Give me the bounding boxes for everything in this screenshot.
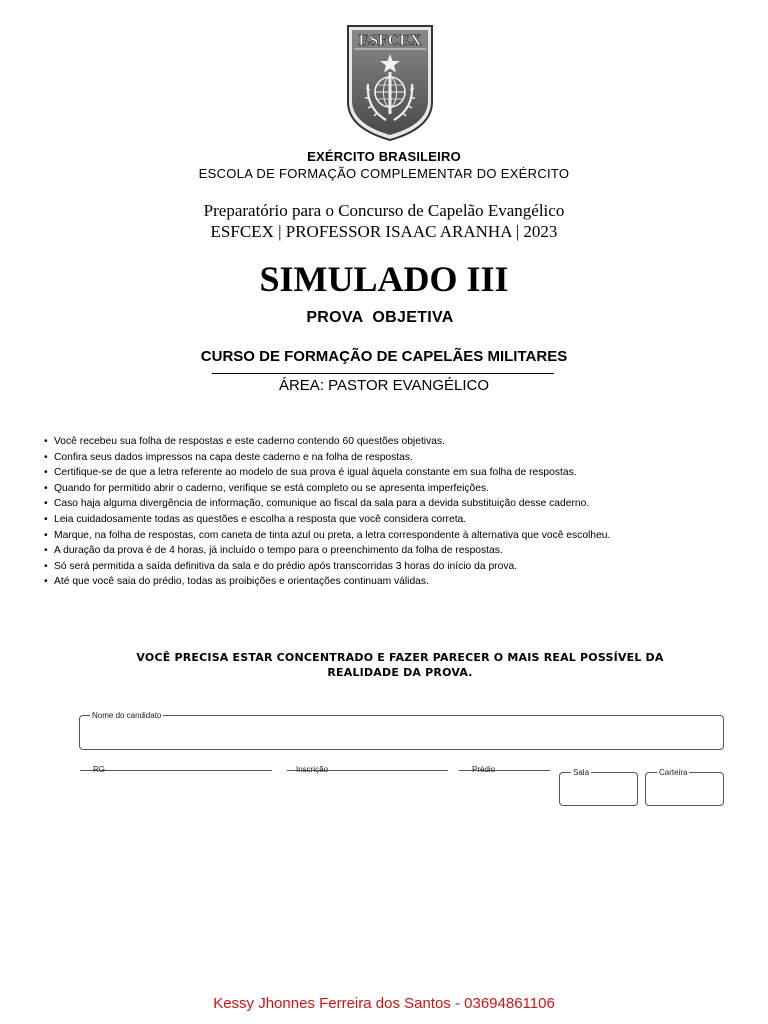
instruction-item: • Quando for permitido abrir o caderno, verifique se está completo ou se apresenta imperfeições. [44,481,744,497]
rg-label: RG [93,765,105,774]
concentration-notice [130,650,670,680]
rg-field[interactable] [80,770,272,771]
divider [212,373,554,374]
course-description: Preparatório para o Concurso de Capelão Evangélico [203,201,565,220]
carteira-field[interactable] [645,772,724,806]
instruction-item: • Confira seus dados impressos na capa deste caderno e na folha de respostas. [44,450,744,466]
esfcex-logo [346,24,434,142]
instruction-item: • Você recebeu sua folha de respostas e este caderno contendo 60 questões objetivas. [44,434,744,450]
carteira-label: Carteira [659,768,688,777]
instruction-item: • Leia cuidadosamente todas as questões e escolha a resposta que você considera correta. [44,512,744,528]
sala-field[interactable] [559,772,638,806]
notice-line-2: REALIDADE DA PROVA. [327,666,473,679]
org-name: EXÉRCITO BRASILEIRO [307,149,461,164]
candidate-name-label: Nome do candidato [92,711,162,720]
predio-label: Prédio [472,765,496,774]
exam-area: ÁREA: PASTOR EVANGÉLICO [278,377,490,394]
instructions-list [44,434,744,590]
instruction-item: • Até que você saia do prédio, todas as proibições e orientações continuam válidas. [44,574,744,590]
inscricao-label: Inscrição [296,765,329,774]
exam-title: SIMULADO III [259,259,509,299]
instruction-item: • Certifique-se de que a letra referente ao modelo de sua prova é igual àquela constante em sua folha de respostas. [44,465,744,481]
exam-subtitle: PROVA OBJETIVA [306,309,454,326]
instruction-item: • Marque, na folha de respostas, com caneta de tinta azul ou preta, a letra correspondente à alternativa que você escolheu. [44,528,744,544]
course-professor-line: ESFCEX | PROFESSOR ISAAC ARANHA | 2023 [210,222,558,241]
instruction-item: • Caso haja alguma divergência de informação, comunique ao fiscal da sala para a devida substituição desse caderno. [44,496,744,512]
sala-label: Sala [573,768,590,777]
school-name: ESCOLA DE FORMAÇÃO COMPLEMENTAR DO EXÉRCITO [198,166,570,181]
notice-line-1: VOCÊ PRECISA ESTAR CONCENTRADO E FAZER PARECER O MAIS REAL POSSÍVEL DA [136,651,664,664]
watermark-owner: Kessy Jhonnes Ferreira dos Santos - 03694861106 [213,995,555,1012]
logo-text: ESFCEX [358,32,422,49]
instruction-item: • A duração da prova é de 4 horas, já incluído o tempo para o preenchimento da folha de respostas. [44,543,744,559]
instruction-item: • Só será permitida a saída definitiva da sala e do prédio após transcorridas 3 horas do início da prova. [44,559,744,575]
candidate-name-field[interactable] [79,715,724,750]
course-name: CURSO DE FORMAÇÃO DE CAPELÃES MILITARES [200,348,568,365]
